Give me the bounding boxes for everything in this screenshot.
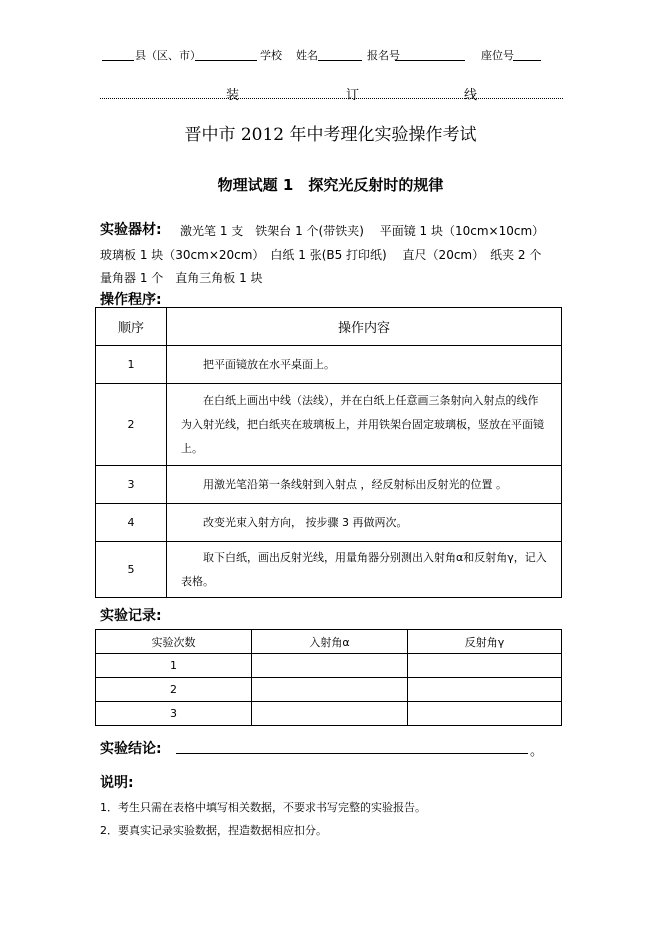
- materials-heading: 实验器材:: [100, 222, 162, 238]
- conclusion-blank[interactable]: [176, 753, 528, 754]
- col-incident-angle: 入射角α: [252, 630, 408, 654]
- reflection-angle-cell[interactable]: [408, 654, 562, 678]
- exam-no-blank[interactable]: [395, 60, 465, 61]
- table-row: [96, 504, 562, 542]
- step-num: 2: [96, 384, 167, 466]
- procedure-table: [95, 307, 562, 598]
- trial-num: 2: [96, 678, 252, 702]
- binding-char-1: 装: [226, 88, 240, 103]
- reflection-angle-cell[interactable]: [408, 678, 562, 702]
- table-row: [96, 384, 562, 466]
- table-row: [96, 542, 562, 598]
- col-reflection-angle: 反射角γ: [408, 630, 562, 654]
- name-label: 姓名: [296, 49, 318, 62]
- col-content: 操作内容: [167, 308, 562, 346]
- step-num: 3: [96, 466, 167, 504]
- note-item-2: 2．要真实记录实验数据，捏造数据相应扣分。: [100, 824, 327, 837]
- step-text: 改变光束入射方向， 按步骤 3 再做两次。: [167, 504, 562, 542]
- exam-no-label: 报名号: [367, 49, 400, 62]
- materials-line-1: 激光笔 1 支 铁架台 1 个(带铁夹) 平面镜 1 块（10cm×10cm）: [180, 224, 545, 238]
- materials-line-2: 玻璃板 1 块（30cm×20cm） 白纸 1 张(B5 打印纸) 直尺（20cm） 纸夹 2 个: [100, 248, 542, 262]
- col-trial: 实验次数: [96, 630, 252, 654]
- incident-angle-cell[interactable]: [252, 678, 408, 702]
- record-heading: 实验记录:: [100, 608, 162, 624]
- seat-no-blank[interactable]: [513, 60, 541, 61]
- table-row: [96, 678, 562, 702]
- step-text: 在白纸上画出中线（法线），并在白纸上任意画三条射向入射点的线作为入射光线，把白纸夹在玻璃板上，并用铁架台固定玻璃板，竖放在平面镜上。: [167, 384, 562, 466]
- step-text: 用激光笔沿第一条线射到入射点 ，经反射标出反射光的位置 。: [167, 466, 562, 504]
- step-num: 1: [96, 346, 167, 384]
- record-table: [95, 629, 562, 726]
- table-row: [96, 466, 562, 504]
- note-item-1: 1．考生只需在表格中填写相关数据，不要求书写完整的实验报告。: [100, 801, 426, 814]
- materials-line-3: 量角器 1 个 直角三角板 1 块: [100, 271, 263, 285]
- page-title: 晋中市 2012 年中考理化实验操作考试: [184, 125, 477, 145]
- col-order: 顺序: [96, 308, 167, 346]
- table-row: [96, 346, 562, 384]
- school-label: 学校: [260, 49, 282, 62]
- step-text: 把平面镜放在水平桌面上。: [167, 346, 562, 384]
- page-subtitle: 物理试题 1 探究光反射时的规律: [217, 176, 444, 194]
- binding-char-2: 订: [346, 88, 360, 103]
- school-blank[interactable]: [195, 60, 257, 61]
- incident-angle-cell[interactable]: [252, 654, 408, 678]
- notes-heading: 说明:: [100, 775, 134, 791]
- name-blank[interactable]: [318, 60, 362, 61]
- reflection-angle-cell[interactable]: [408, 702, 562, 726]
- table-row: [96, 702, 562, 726]
- step-num: 4: [96, 504, 167, 542]
- table-row: [96, 654, 562, 678]
- procedure-heading: 操作程序:: [100, 292, 162, 308]
- conclusion-heading: 实验结论:: [100, 741, 162, 757]
- incident-angle-cell[interactable]: [252, 702, 408, 726]
- step-num: 5: [96, 542, 167, 598]
- procedure-header-row: [96, 308, 562, 346]
- record-header-row: [96, 630, 562, 654]
- seat-no-label: 座位号: [481, 49, 514, 62]
- trial-num: 1: [96, 654, 252, 678]
- county-label: 县（区、市）: [135, 49, 201, 62]
- binding-char-3: 线: [464, 88, 478, 103]
- step-text: 取下白纸，画出反射光线，用量角器分别测出入射角α和反射角γ，记入表格。: [167, 542, 562, 598]
- conclusion-period: 。: [530, 744, 544, 759]
- county-blank[interactable]: [102, 60, 134, 61]
- trial-num: 3: [96, 702, 252, 726]
- binding-dotted-line: [100, 98, 563, 99]
